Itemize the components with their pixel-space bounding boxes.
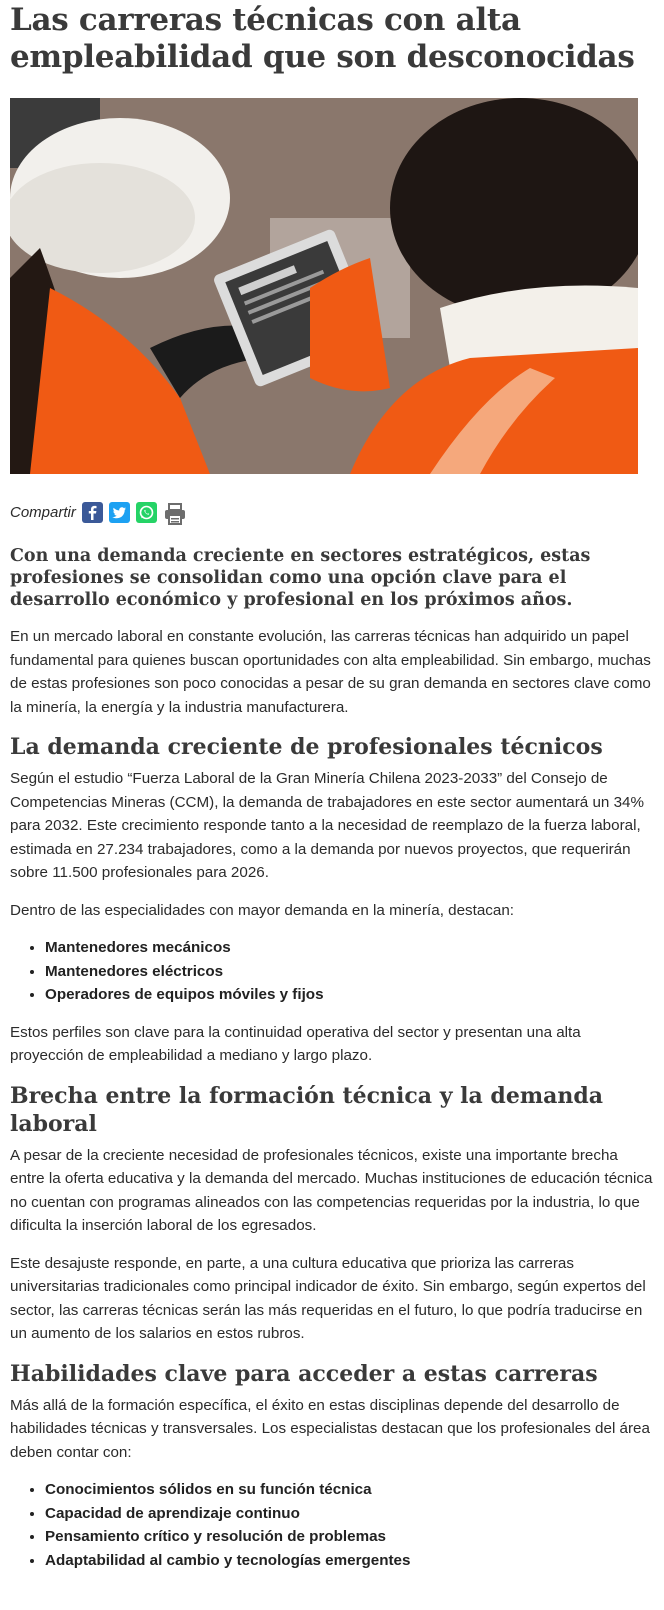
bullet-list [10,936,654,1007]
intro-paragraph: En un mercado laboral en constante evolución, las carreras técnicas han adquirido un papel fundamental para quienes buscan oportunidades con alta empleabilidad. Sin embargo, muchas de estas profesiones son poco conocidas a pesar de su gran demanda en sectores clave como la minería, la energía y la industria manufacturera. [10,628,651,716]
list-item: • Mantenedores mecánicos [45,936,654,960]
list-item: • Pensamiento crítico y resolución de problemas [45,1525,654,1549]
section-heading: Habilidades clave para acceder a estas carreras [10,1360,598,1387]
paragraph: Dentro de las especialidades con mayor demanda en la minería, destacan: [10,901,515,919]
share-label: Compartir [10,504,76,521]
paragraph: Estos perfiles son clave para la continuidad operativa del sector y presentan una alta proyección de empleabilidad a mediano y largo plazo. [10,1023,581,1064]
workers-photo-illustration [10,98,638,474]
list-item: • Conocimientos sólidos en su función técnica [45,1478,654,1502]
hero-image [10,98,638,474]
article [0,2,664,1572]
bullet-list [10,1478,654,1572]
article-lede: Con una demanda creciente en sectores estratégicos, estas profesiones se consolidan como una opción clave para el desarrollo económico y profesional en los próximos años. [10,546,591,610]
section-heading: Brecha entre la formación técnica y la demanda laboral [10,1082,603,1137]
section-heading: La demanda creciente de profesionales técnicos [10,734,603,760]
list-item: • Mantenedores eléctricos [45,960,654,984]
article-title: Las carreras técnicas con alta empleabilidad que son desconocidas [10,2,635,75]
list-item: • Operadores de equipos móviles y fijos [45,983,654,1007]
print-icon[interactable] [163,502,187,523]
paragraph: Según el estudio “Fuerza Laboral de la Gran Minería Chilena 2023-2033” del Consejo de Competencias Mineras (CCM), la demanda de trabajadores en este sector aumentará un 34% para 2032. Este crecimiento responde tanto a la necesidad de reemplazo de la fuerza laboral, estimada en 27.234 trabajadores, como a la demanda por nuevos proyectos, que requerirán sobre 11.500 profesionales para 2026. [10,770,644,881]
list-item: • Adaptabilidad al cambio y tecnologías emergentes [45,1549,654,1573]
list-item: • Capacidad de aprendizaje continuo [45,1502,654,1526]
paragraph: A pesar de la creciente necesidad de profesionales técnicos, existe una importante brecha entre la oferta educativa y la demanda del mercado. Muchas instituciones de educación técnica no cuentan con programas alineados con las competencias requeridas por la industria, lo que dificulta la inserción laboral de los egresados. [10,1146,653,1234]
paragraph: Este desajuste responde, en parte, a una cultura educativa que prioriza las carreras universitarias tradicionales como principal indicador de éxito. Sin embargo, según expertos del sector, las carreras técnicas serán las más requeridas en el futuro, lo que podría traducirse en un aumento de los salarios en estos rubros. [10,1254,646,1342]
whatsapp-icon[interactable] [136,502,157,523]
twitter-icon[interactable] [109,502,130,523]
paragraph: Más allá de la formación específica, el éxito en estas disciplinas depende del desarrollo de habilidades técnicas y transversales. Los especialistas destacan que los profesionales del área deben contar con: [10,1396,650,1461]
facebook-icon[interactable] [82,502,103,523]
share-bar [10,502,654,523]
